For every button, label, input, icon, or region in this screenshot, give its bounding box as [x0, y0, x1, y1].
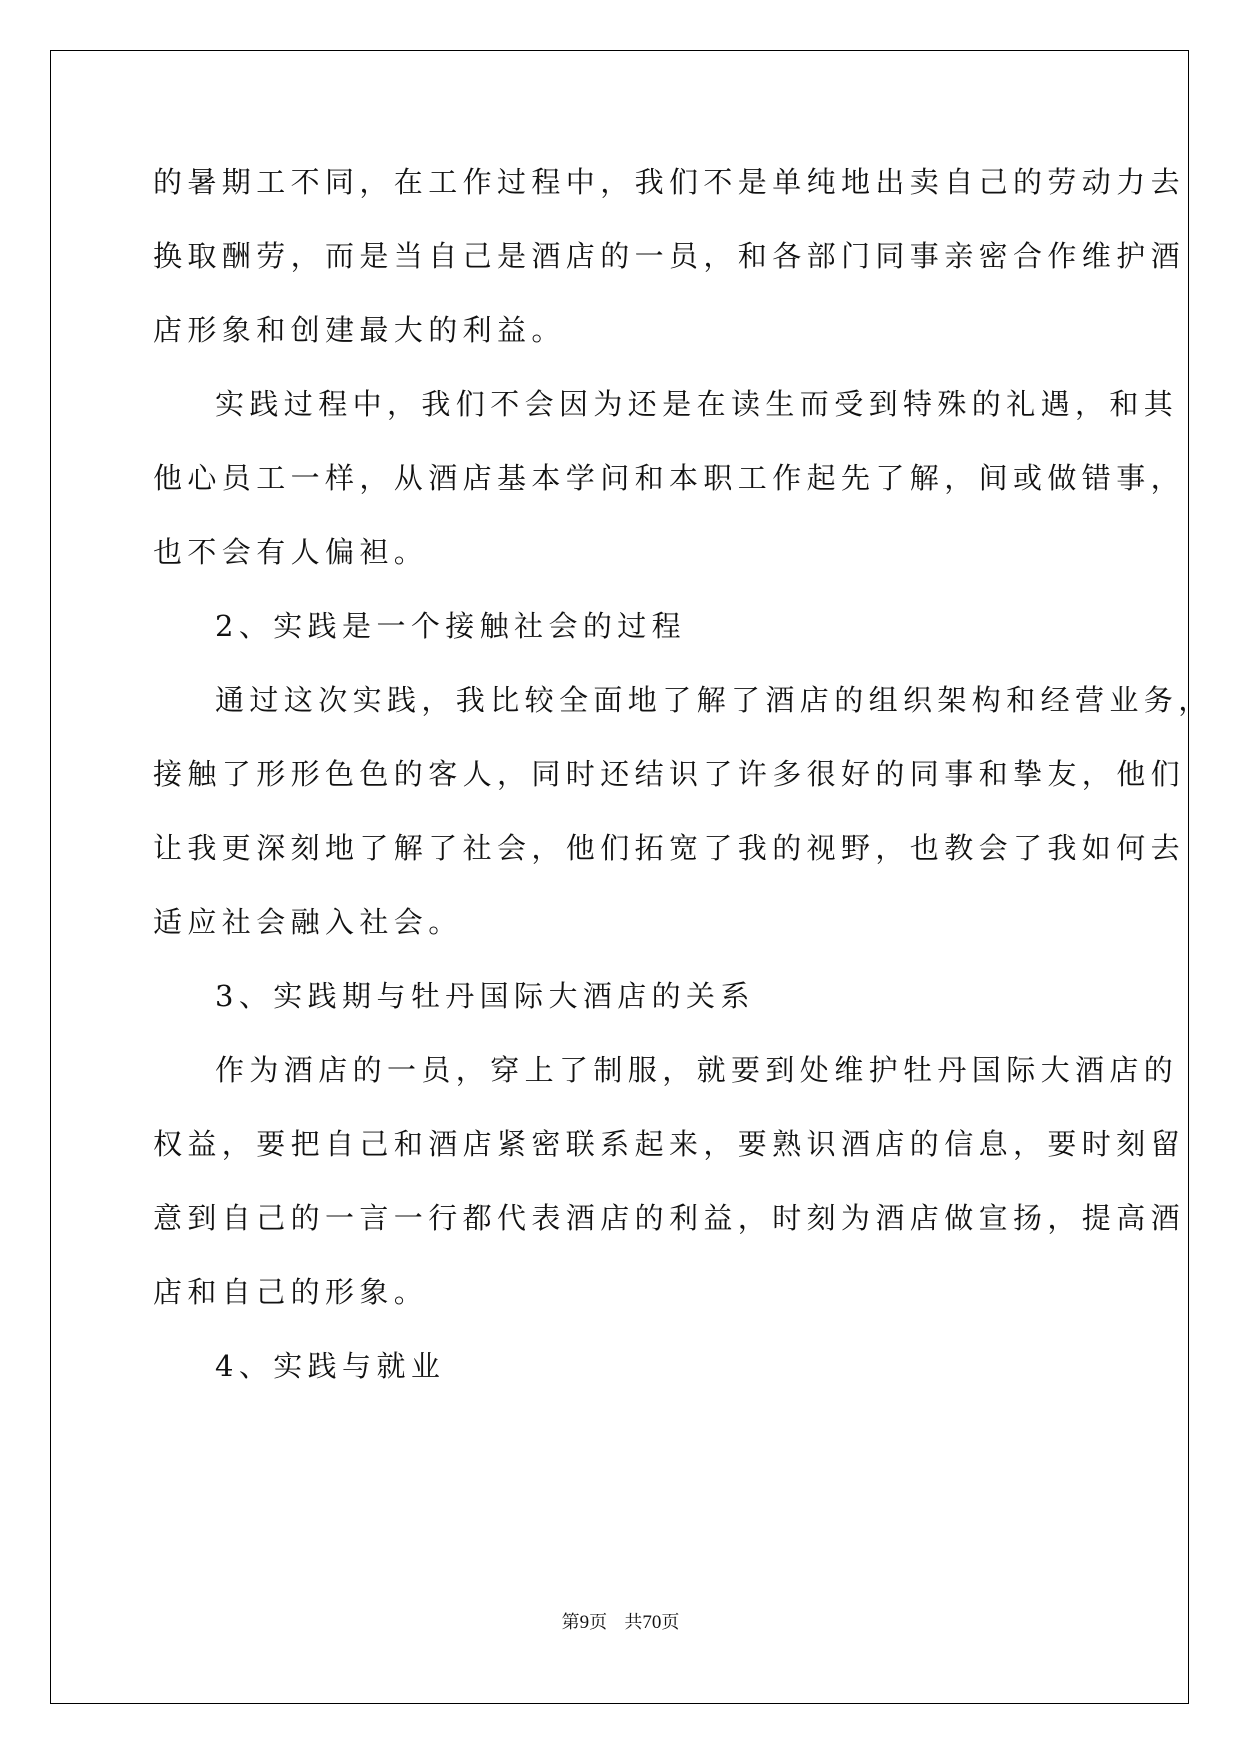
- text-line: 意到自己的一言一行都代表酒店的利益，时刻为酒店做宣扬，提高酒: [153, 1201, 1186, 1235]
- page-border: [50, 50, 1189, 1704]
- text-line: 让我更深刻地了解了社会，他们拓宽了我的视野，也教会了我如何去: [153, 831, 1186, 865]
- text-line: 的暑期工不同，在工作过程中，我们不是单纯地出卖自己的劳动力去: [153, 165, 1186, 199]
- text-line: 接触了形形色色的客人，同时还结识了许多很好的同事和挚友，他们: [153, 757, 1186, 791]
- text-line: 也不会有人偏袒。: [153, 535, 429, 569]
- text-line: 权益，要把自己和酒店紧密联系起来，要熟识酒店的信息，要时刻留: [153, 1127, 1186, 1161]
- total-prefix: 共: [624, 1612, 643, 1633]
- section-heading: 4、实践与就业: [215, 1349, 446, 1383]
- text-line: 他心员工一样，从酒店基本学问和本职工作起先了解，间或做错事，: [153, 461, 1186, 495]
- text-line: 作为酒店的一员，穿上了制服，就要到处维护牡丹国际大酒店的: [215, 1053, 1179, 1087]
- page-suffix: 页: [589, 1612, 608, 1633]
- total-pages: 70: [642, 1612, 662, 1633]
- page-footer: [0, 1611, 1241, 1635]
- text-line: 通过这次实践，我比较全面地了解了酒店的组织架构和经营业务，: [215, 683, 1213, 717]
- section-heading: 2、实践是一个接触社会的过程: [215, 609, 687, 643]
- text-line: 实践过程中，我们不会因为还是在读生而受到特殊的礼遇，和其: [215, 387, 1179, 421]
- page-number: 9: [579, 1612, 590, 1633]
- section-heading: 3、实践期与牡丹国际大酒店的关系: [215, 979, 755, 1013]
- page-prefix: 第: [561, 1612, 580, 1633]
- text-line: 店形象和创建最大的利益。: [153, 313, 566, 347]
- text-line: 适应社会融入社会。: [153, 905, 463, 939]
- total-suffix: 页: [661, 1612, 680, 1633]
- text-line: 店和自己的形象。: [153, 1275, 429, 1309]
- text-line: 换取酬劳，而是当自己是酒店的一员，和各部门同事亲密合作维护酒: [153, 239, 1186, 273]
